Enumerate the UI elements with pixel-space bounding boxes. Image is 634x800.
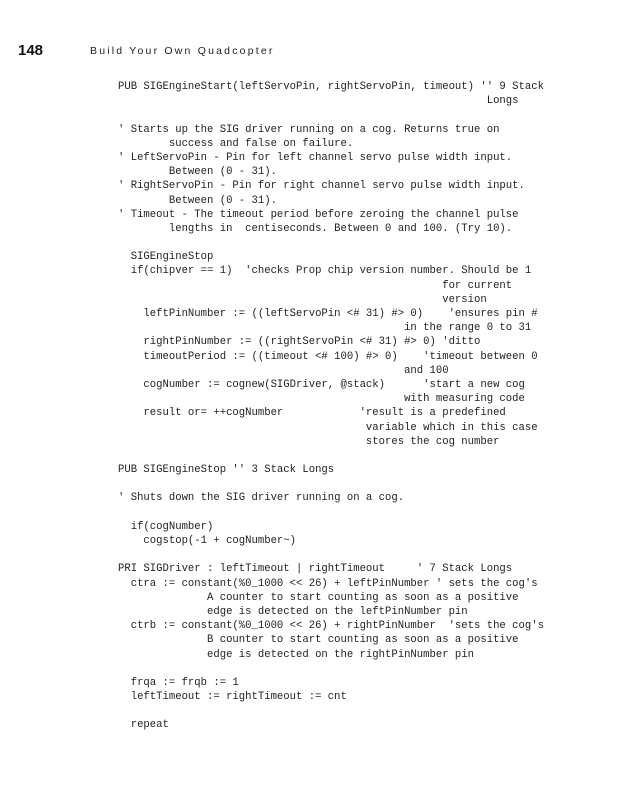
code-line: [118, 662, 544, 676]
code-line: [118, 548, 544, 562]
code-line: in the range 0 to 31: [118, 322, 532, 335]
code-line: ' LeftServoPin - Pin for left channel servo pulse width input.: [118, 151, 513, 164]
code-line: edge is detected on the leftPinNumber pin: [118, 605, 468, 618]
code-line: PUB SIGEngineStop '' 3 Stack Longs: [118, 464, 335, 477]
code-line: ' Starts up the SIG driver running on a cog. Returns true on: [118, 123, 500, 136]
code-line: timeoutPeriod := ((timeout <# 100) #> 0) 'timeout between 0: [118, 350, 538, 363]
code-line: for current: [118, 279, 513, 292]
code-line: [118, 108, 544, 122]
code-line: cogstop(-1 + cogNumber~): [118, 535, 297, 547]
code-line: with measuring code: [118, 393, 525, 406]
code-line: [118, 449, 544, 463]
code-line: SIGEngineStop: [118, 251, 214, 264]
code-line: PRI SIGDriver : leftTimeout | rightTimeout ' 7 Stack Longs: [118, 563, 513, 576]
code-line: leftTimeout := rightTimeout := cnt: [118, 691, 347, 704]
code-line: leftPinNumber := ((leftServoPin <# 31) #> 0) 'ensures pin #: [118, 308, 538, 320]
code-line: Between (0 - 31).: [118, 194, 277, 207]
code-line: and 100: [118, 364, 449, 377]
code-line: [118, 477, 544, 491]
code-line: if(chipver == 1) 'checks Prop chip version number. Should be 1: [118, 265, 532, 278]
running-title: Build Your Own Quadcopter: [90, 45, 275, 57]
code-line: frqa := frqb := 1: [118, 676, 239, 689]
code-line: edge is detected on the rightPinNumber pin: [118, 648, 475, 661]
code-line: if(cogNumber): [118, 520, 214, 533]
code-listing: [118, 80, 544, 733]
code-line: ' Timeout - The timeout period before zeroing the channel pulse: [118, 208, 519, 221]
code-line: ' RightServoPin - Pin for right channel servo pulse width input.: [118, 180, 525, 193]
code-line: rightPinNumber := ((rightServoPin <# 31) #> 0) 'ditto: [118, 336, 481, 349]
code-line: repeat: [118, 719, 169, 732]
code-line: ctra := constant(%0_1000 << 26) + leftPinNumber ' sets the cog's: [118, 577, 538, 590]
page-number: 148: [18, 42, 44, 59]
code-line: result or= ++cogNumber 'result is a predefined: [118, 407, 506, 420]
code-line: stores the cog number: [118, 435, 500, 448]
code-line: B counter to start counting as soon as a positive: [118, 634, 519, 647]
code-line: Between (0 - 31).: [118, 166, 277, 179]
code-line: cogNumber := cognew(SIGDriver, @stack) 'start a new cog: [118, 378, 525, 391]
code-line: Longs: [118, 95, 519, 108]
code-line: [118, 506, 544, 520]
code-line: [118, 704, 544, 718]
code-line: success and false on failure.: [118, 137, 354, 150]
code-line: lengths in centiseconds. Between 0 and 100. (Try 10).: [118, 222, 513, 235]
code-line: variable which in this case: [118, 421, 538, 434]
code-line: version: [118, 293, 487, 306]
code-line: [118, 236, 544, 250]
code-line: ctrb := constant(%0_1000 << 26) + rightPinNumber 'sets the cog's: [118, 620, 544, 633]
code-line: A counter to start counting as soon as a positive: [118, 591, 519, 604]
code-line: ' Shuts down the SIG driver running on a cog.: [118, 492, 405, 505]
code-line: PUB SIGEngineStart(leftServoPin, rightServoPin, timeout) '' 9 Stack: [118, 81, 544, 93]
